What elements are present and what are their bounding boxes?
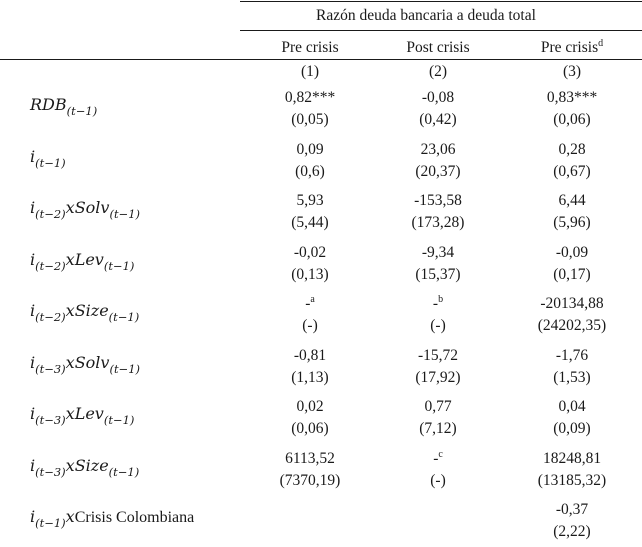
column-header-1: Pre crisis: [281, 39, 339, 57]
variable-subscript-2: (t−1): [103, 258, 135, 273]
coefficient-cell: [240, 342, 380, 366]
variable-subscript-2: (t−1): [109, 361, 140, 376]
coefficient-value: -9,34: [421, 243, 455, 261]
column-number-1: (1): [300, 63, 320, 80]
coefficient-cell: [240, 187, 380, 211]
coefficient-value: 6,44: [558, 192, 586, 210]
coefficient-cell: [368, 136, 508, 160]
variable-name: i: [30, 146, 36, 166]
coefficient-value: -1,76: [555, 346, 589, 364]
coefficient-value: -0,09: [555, 243, 589, 261]
standard-error-cell: (20,37): [415, 162, 461, 180]
coefficient-cell: [240, 393, 380, 417]
coefficient-value: 0,09: [296, 140, 324, 158]
coefficient-value: 23,06: [420, 140, 456, 158]
coefficient-value: -0,02: [293, 243, 327, 261]
coefficient-cell: [502, 290, 642, 314]
coefficient-cell: [240, 239, 380, 263]
variable-subscript-2: (t−1): [108, 310, 140, 324]
standard-error-cell: (2,22): [553, 523, 591, 540]
coefficient-cell: [502, 239, 642, 263]
variable-interaction: xSolv: [65, 198, 110, 217]
coefficient-cell: [502, 393, 642, 417]
coefficient-cell: [368, 290, 508, 314]
coefficient-cell: [368, 187, 508, 211]
standard-error-cell: (17,92): [415, 368, 461, 386]
coefficient-cell: [368, 445, 508, 469]
variable-interaction: xSolv: [65, 352, 110, 372]
standard-error-cell: (7370,19): [279, 471, 341, 489]
variable-subscript: (t−1): [66, 104, 98, 118]
variable-label: [30, 94, 97, 122]
standard-error-cell: (15,37): [415, 265, 461, 283]
coefficient-cell: [240, 84, 380, 108]
standard-error-cell: (0,67): [553, 162, 591, 180]
standard-error-cell: (5,96): [553, 214, 591, 231]
coefficient-cell: [240, 136, 380, 160]
variable-label: [30, 197, 140, 225]
variable-subscript: (t−2): [35, 207, 66, 221]
top-rule: [240, 1, 642, 2]
variable-label: [30, 300, 139, 328]
coefficient-value: -0,37: [555, 501, 589, 519]
coefficient-value: -: [432, 295, 439, 313]
variable-name: i: [30, 404, 36, 423]
variable-label: [30, 146, 66, 174]
column-header-2: Post crisis: [406, 39, 470, 57]
standard-error-cell: (0,42): [419, 111, 457, 128]
coefficient-value: 18248,81: [542, 449, 602, 467]
coefficient-value: 0,83***: [546, 89, 598, 107]
column-number-2: (2): [428, 63, 448, 80]
coefficient-value: -20134,88: [540, 295, 604, 313]
variable-subscript: (t−1): [35, 155, 66, 170]
coefficient-value: 5,93: [296, 192, 324, 210]
coefficient-value: 0,28: [558, 140, 586, 158]
variable-name: i: [30, 249, 36, 269]
coefficient-cell: [502, 445, 642, 469]
standard-error-cell: (-): [430, 317, 446, 334]
coefficient-value: 0,04: [558, 398, 586, 416]
standard-error-cell: (173,28): [411, 214, 465, 231]
coefficient-value: 0,77: [424, 398, 452, 416]
variable-interaction: xSize: [65, 455, 109, 475]
group-rule: [240, 30, 642, 31]
variable-label: [30, 249, 134, 277]
coefficient-note: c: [438, 448, 443, 460]
standard-error-cell: (0,17): [553, 265, 591, 283]
coefficient-cell: [502, 342, 642, 366]
variable-subscript-2: (t−1): [109, 207, 140, 221]
coefficient-value: 0,02: [296, 398, 324, 416]
standard-error-cell: (0,13): [291, 265, 329, 283]
standard-error-cell: (-): [302, 317, 318, 334]
variable-name: i: [30, 301, 36, 320]
variable-suffix: Crisis Colombiana: [74, 509, 195, 526]
variable-label: [30, 506, 194, 534]
variable-label: [30, 352, 140, 380]
coefficient-value: 0,82***: [284, 89, 336, 107]
column-number-3: (3): [562, 63, 582, 80]
coefficient-cell: [240, 290, 380, 314]
variable-label: [30, 403, 134, 431]
group-title: Razón deuda bancaria a deuda total: [316, 7, 536, 24]
variable-subscript: (t−1): [35, 516, 66, 530]
column-header-3: Pre crisis$^d$: [540, 38, 604, 57]
standard-error-cell: (0,6): [295, 162, 325, 180]
variable-subscript: (t−3): [35, 361, 66, 376]
standard-error-cell: (5,44): [291, 214, 329, 231]
variable-name: i: [30, 198, 36, 217]
coefficient-cell: [502, 496, 642, 520]
coefficient-cell: [240, 445, 380, 469]
coefficient-value: -0,81: [293, 346, 327, 364]
standard-error-cell: (0,09): [553, 420, 591, 437]
coefficient-value: -: [433, 449, 439, 467]
coefficient-note: b: [438, 294, 444, 305]
coefficient-cell: [502, 136, 642, 160]
variable-name: i: [30, 352, 36, 372]
variable-interaction: xLev: [65, 404, 104, 423]
coefficient-value: -: [305, 295, 311, 313]
variable-subscript: (t−2): [35, 310, 66, 324]
coefficient-cell: [368, 393, 508, 417]
standard-error-cell: (0,06): [291, 420, 329, 437]
standard-error-cell: (-): [430, 471, 446, 489]
variable-name: i: [30, 507, 36, 526]
coefficient-cell: [368, 342, 508, 366]
coefficient-value: -0,08: [421, 89, 455, 107]
variable-interaction: xSize: [65, 301, 109, 320]
standard-error-cell: (1,13): [291, 368, 329, 386]
variable-subscript: (t−3): [35, 413, 66, 427]
standard-error-cell: (13185,32): [537, 471, 607, 489]
standard-error-cell: (7,12): [419, 420, 457, 437]
variable-interaction: xLev: [65, 249, 104, 269]
variable-name: RDB: [30, 95, 67, 114]
coefficient-note: a: [310, 294, 315, 305]
variable-subscript: (t−2): [35, 258, 66, 273]
standard-error-cell: (0,05): [291, 111, 329, 128]
coefficient-value: -153,58: [414, 192, 462, 210]
coefficient-cell: [368, 239, 508, 263]
coefficient-cell: [368, 84, 508, 108]
coefficient-value: -15,72: [417, 346, 459, 364]
variable-name: i: [30, 455, 36, 475]
coefficient-cell: [502, 84, 642, 108]
variable-interaction: x: [65, 507, 75, 526]
standard-error-cell: (0,06): [553, 111, 591, 128]
standard-error-cell: (1,53): [553, 368, 591, 386]
variable-subscript-2: (t−1): [108, 464, 140, 479]
variable-subscript-2: (t−1): [103, 413, 135, 427]
standard-error-cell: (24202,35): [537, 317, 607, 334]
variable-subscript: (t−3): [35, 464, 66, 479]
coefficient-value: 6113,52: [285, 449, 335, 467]
coefficient-cell: [502, 187, 642, 211]
variable-label: [30, 455, 139, 483]
header-rule: [0, 59, 642, 60]
